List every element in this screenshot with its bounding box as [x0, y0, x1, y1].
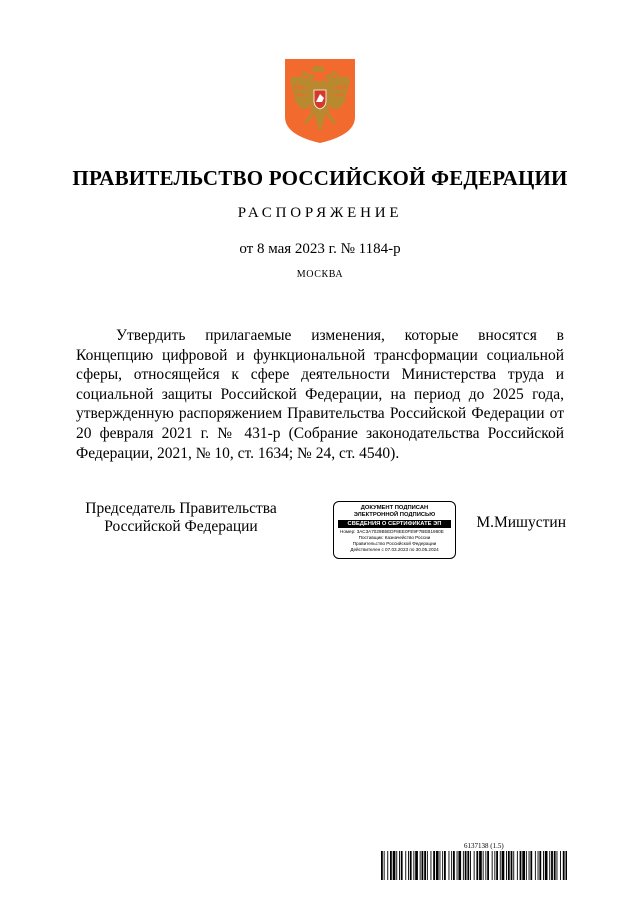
date-and-number: от 8 мая 2023 г. № 1184-р [239, 241, 401, 257]
stamp-title-line1: ДОКУМЕНТ ПОДПИСАН [360, 505, 429, 511]
electronic-signature-stamp [333, 501, 456, 559]
city-name: МОСКВА [296, 269, 344, 280]
stamp-title-line2: ЭЛЕКТРОННОЙ ПОДПИСЬЮ [353, 512, 436, 518]
document-type: РАСПОРЯЖЕНИЕ [237, 205, 403, 221]
signatory-position-line1: Председатель Правительства [85, 500, 277, 517]
stamp-issuer-line1: Поставщик: Казначейство России [358, 535, 431, 540]
stamp-issuer-line2: Правительство Российской Федерации [352, 541, 437, 546]
signatory-position [76, 500, 286, 536]
government-title: ПРАВИТЕЛЬСТВО РОССИЙСКОЙ ФЕДЕРАЦИИ [72, 166, 568, 190]
order-paragraph [76, 326, 564, 463]
document-code: 6137138 (1.5) [464, 842, 504, 850]
signatory-position-line2: Российской Федерации [104, 518, 258, 535]
stamp-banner: СВЕДЕНИЯ О СЕРТИФИКАТЕ ЭП [338, 520, 451, 528]
stamp-validity: Действителен с 07.03.2023 по 30.05.2024 [350, 547, 439, 552]
stamp-serial: Номер: 3AC3A7029B5EDF8EE0FE9F7BEB1980E [340, 529, 444, 534]
signatory-name: М.Мишустин [476, 514, 566, 531]
coat-of-arms-emblem [283, 57, 357, 145]
order-paragraph-text: Утвердить прилагаемые изменения, которые вносятся в Концепцию цифровой и функциональной трансформации социальной сферы, относящейся к сфере деятельности Министерства труда и социальной защиты Российской Федерации, на период до 2025 года, утвержденную распоряжением Правительства Российской Федерации от 20 февраля 2021 г. № 431-р (Собрание законодательства Российской Федерации, 2021, № 10, ст. 1634; № 24, ст. 4540). [76, 327, 564, 462]
barcode [381, 851, 567, 880]
